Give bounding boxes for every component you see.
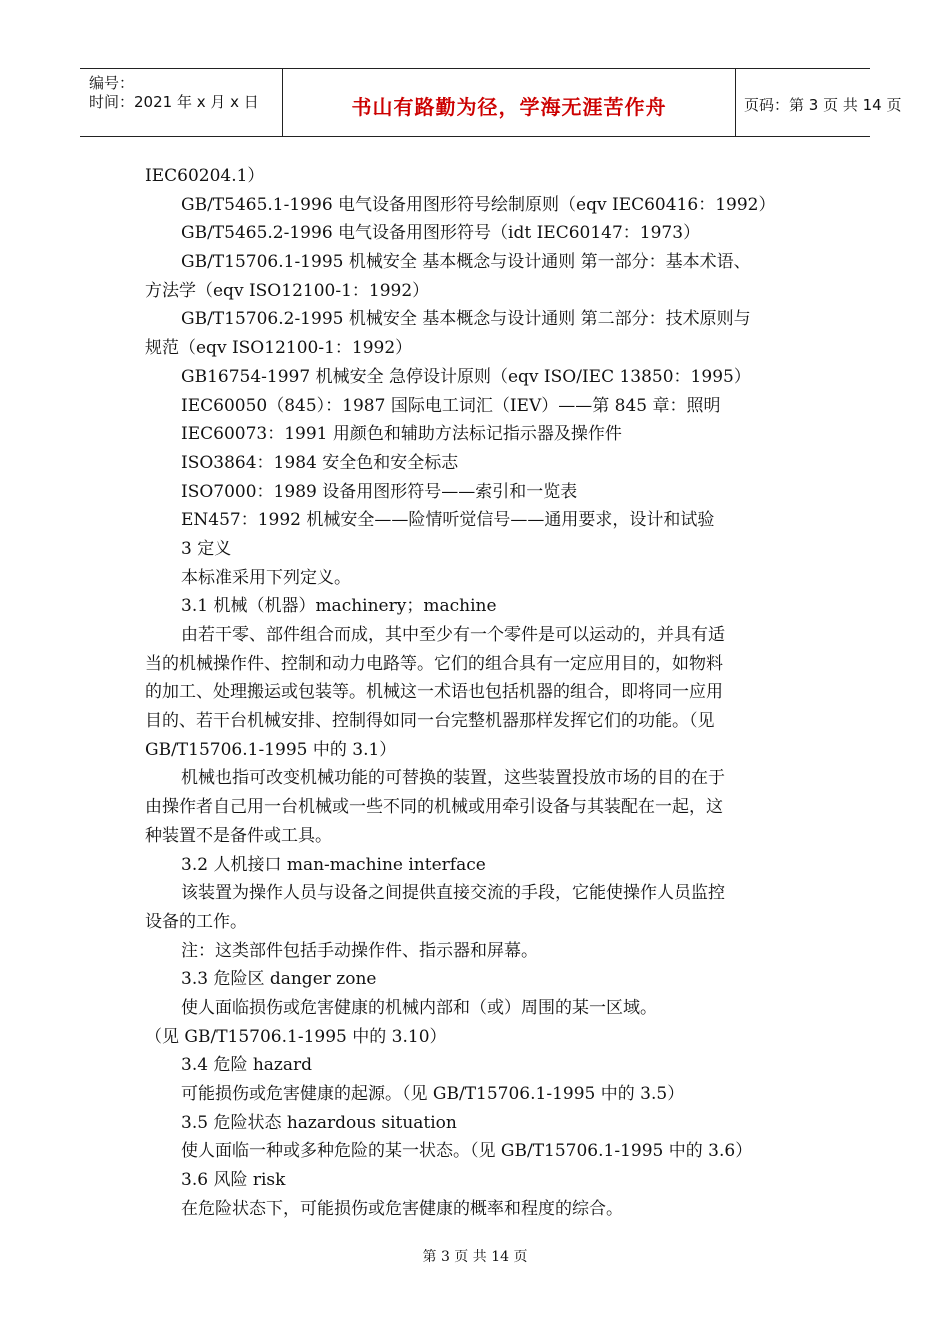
body-text-line: 3.5 危险状态 hazardous situation	[181, 1112, 457, 1133]
body-text-line: 方法学（eqv ISO12100-1：1992）	[145, 280, 430, 301]
body-text-line: 目的、若干台机械安排、控制得如同一台完整机器那样发挥它们的功能。（见	[145, 711, 715, 732]
header-motto: 书山有路勤为径，学海无涯苦作舟	[351, 95, 667, 119]
document-body	[145, 162, 815, 1223]
body-text-line: 3.1 机械（机器）machinery；machine	[181, 596, 497, 617]
body-text-line: 使人面临一种或多种危险的某一状态。（见 GB/T15706.1-1995 中的 3.6）	[181, 1141, 753, 1162]
body-text-line: GB/T15706.1-1995 机械安全 基本概念与设计通则 第一部分：基本术语、	[181, 252, 751, 273]
body-text-line: GB16754-1997 机械安全 急停设计原则（eqv ISO/IEC 13850：1995）	[181, 366, 751, 387]
body-text-line: 3.3 危险区 danger zone	[181, 969, 377, 990]
body-text-line: （见 GB/T15706.1-1995 中的 3.10）	[145, 1026, 447, 1047]
page-header	[80, 68, 902, 137]
body-text-line: 注：这类部件包括手动操作件、指示器和屏幕。	[181, 940, 538, 961]
body-text-line: 3 定义	[181, 538, 232, 559]
doc-number-label: 编号：	[89, 74, 135, 92]
header-page-info: 页码：第 3 页 共 14 页	[744, 96, 902, 114]
body-text-line: GB/T5465.1-1996 电气设备用图形符号绘制原则（eqv IEC60416：1992）	[181, 194, 776, 215]
body-text-line: 由若干零、部件组合而成，其中至少有一个零件是可以运动的，并具有适	[181, 625, 725, 645]
body-text-line: 的加工、处理搬运或包装等。机械这一术语也包括机器的组合，即将同一应用	[145, 682, 723, 703]
body-text-line: GB/T15706.1-1995 中的 3.1）	[145, 739, 397, 760]
body-text-line: 机械也指可改变机械功能的可替换的装置，这些装置投放市场的目的在于	[181, 768, 725, 789]
body-text-line: 该装置为操作人员与设备之间提供直接交流的手段，它能使操作人员监控	[181, 883, 725, 904]
body-text-line: IEC60073：1991 用颜色和辅助方法标记指示器及操作件	[181, 424, 622, 445]
body-text-line: ISO7000：1989 设备用图形符号——索引和一览表	[181, 481, 578, 502]
body-text-line: 设备的工作。	[145, 911, 247, 932]
body-text-line: IEC60050（845）：1987 国际电工词汇（IEV）——第 845 章：照明	[181, 395, 721, 416]
body-text-line: 3.2 人机接口 man-machine interface	[181, 854, 486, 875]
body-text-line: IEC60204.1）	[145, 166, 265, 186]
body-text-line: 本标准采用下列定义。	[181, 567, 351, 588]
page-footer: 第 3 页 共 14 页	[422, 1249, 528, 1265]
body-text-line: GB/T5465.2-1996 电气设备用图形符号（idt IEC60147：1973）	[181, 223, 701, 244]
doc-date-label: 时间：2021 年 x 月 x 日	[89, 93, 259, 111]
header-meta	[80, 69, 282, 136]
body-text-line: 规范（eqv ISO12100-1：1992）	[145, 338, 413, 359]
body-text-line: 当的机械操作件、控制和动力电路等。它们的组合具有一定应用目的，如物料	[145, 653, 723, 674]
body-text-line: 3.6 风险 risk	[181, 1170, 286, 1191]
body-text-line: GB/T15706.2-1995 机械安全 基本概念与设计通则 第二部分：技术原则与	[181, 309, 751, 330]
body-text-line: 可能损伤或危害健康的起源。（见 GB/T15706.1-1995 中的 3.5）	[181, 1084, 685, 1104]
body-text-line: ISO3864：1984 安全色和安全标志	[181, 452, 459, 473]
body-text-line: 由操作者自己用一台机械或一些不同的机械或用牵引设备与其装配在一起，这	[145, 797, 723, 818]
body-text-line: 在危险状态下，可能损伤或危害健康的概率和程度的综合。	[181, 1198, 623, 1219]
header-motto-cell	[282, 69, 736, 136]
header-page-cell	[736, 69, 902, 136]
body-text-line: 使人面临损伤或危害健康的机械内部和（或）周围的某一区域。	[181, 997, 657, 1018]
body-text-line: 种装置不是备件或工具。	[145, 825, 332, 846]
body-text-line: 3.4 危险 hazard	[181, 1055, 313, 1076]
body-text-line: EN457：1992 机械安全——险情听觉信号——通用要求，设计和试验	[181, 510, 715, 531]
